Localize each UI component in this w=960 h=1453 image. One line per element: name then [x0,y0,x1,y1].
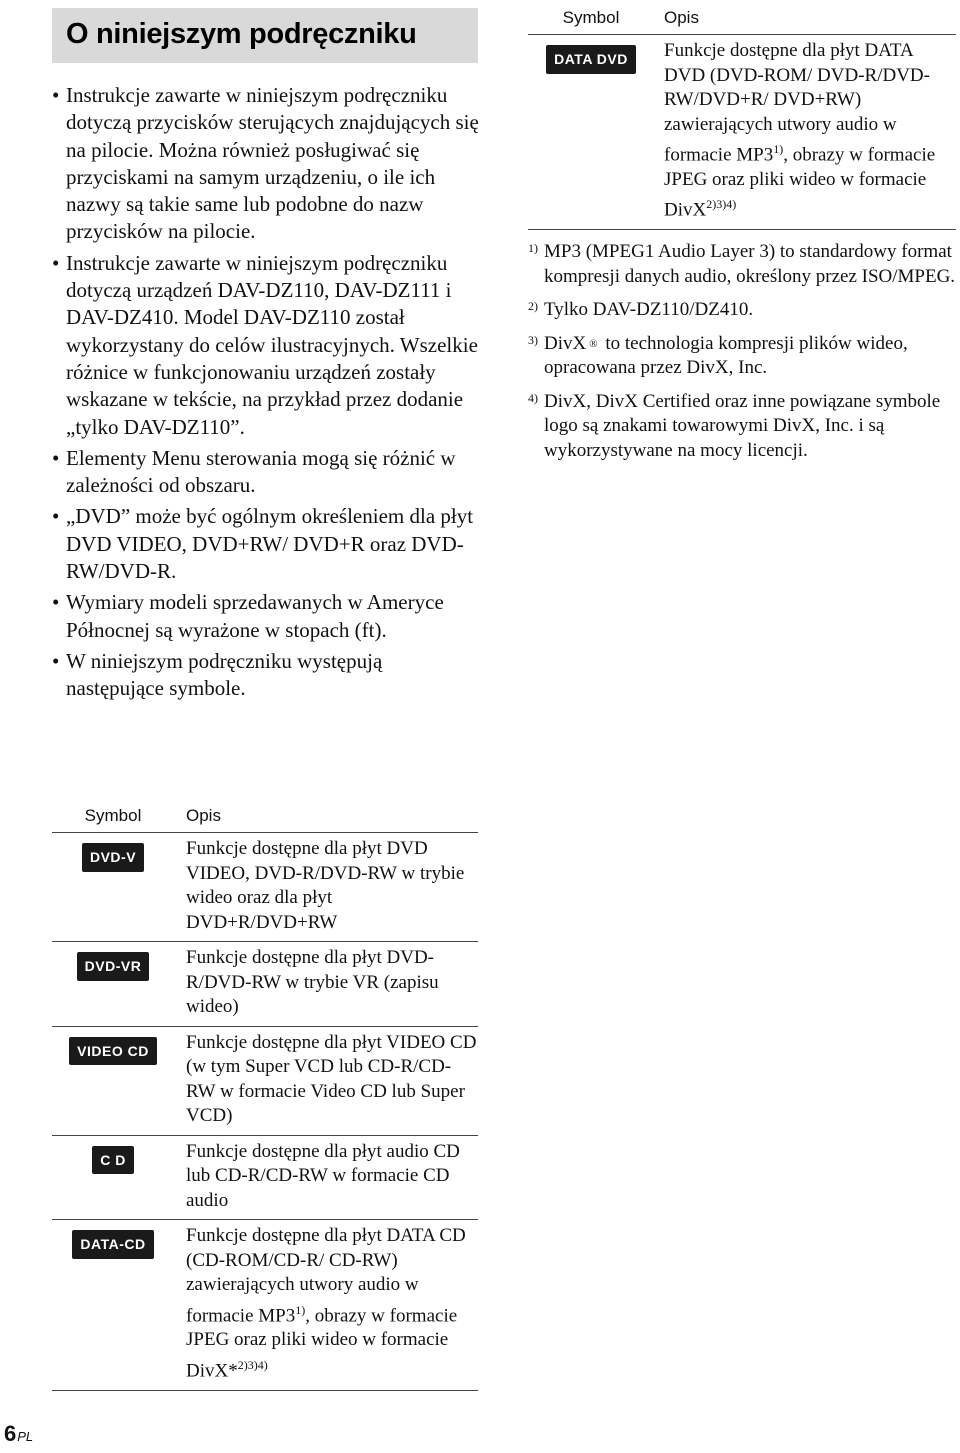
title-box [52,8,478,63]
symbol-description: Funkcje dostępne dla płyt audio CD lub CD-R/CD-RW w formacie CD audio [174,1135,478,1220]
data-cd-badge: DATA-CD [72,1230,153,1259]
symbol-table-bottom [52,802,478,1391]
bullet-item: • Instrukcje zawarte w niniejszym podręczniku dotyczą przycisków sterujących znajdujących się na pilocie. Można również posługiwać się przyciskami na samym urządzeniu, o ile ich nazwy są takie same lub podobne do nazw przycisków na pilocie. [52,82,482,246]
footnote-text: DivX, DivX Certified oraz inne powiązane symbole logo są znakami towarowymi DivX, Inc. i są wykorzystywane na mocy licencji. [544,390,941,461]
symbol-description [174,1220,478,1391]
footnote-text: Tylko DAV-DZ110/DZ410. [544,299,754,320]
symbol-table-right [528,4,956,230]
footnote-mark: 1) [528,241,538,255]
footnote-ref: 2)3)4) [706,197,737,212]
bullet-section [52,82,482,707]
footnote-text: DivX [544,332,587,354]
description-text: , obrazy w formacie JPEG oraz pliki wideo w formacie DivX [664,144,936,221]
cd-badge: C D [92,1146,134,1175]
page-title: O niniejszym podręczniku [66,18,417,50]
bullet-list [52,82,482,703]
symbol-header: Symbol [562,8,620,27]
symbol-description: Funkcje dostępne dla płyt VIDEO CD (w tym Super VCD lub CD-R/CD-RW w formacie Video CD lub Super VCD) [174,1026,478,1135]
bullet-item: • W niniejszym podręczniku występują następujące symbole. [52,648,482,703]
description-header: Opis [664,8,699,27]
footnote [528,332,956,381]
dvd-v-badge: DVD-V [82,843,144,872]
footnote-ref: 2)3)4) [237,1357,268,1372]
footnote-text: to technologia kompresji plików wideo, opracowana przez DivX, Inc. [544,332,908,378]
footnote-text: MP3 (MPEG1 Audio Layer 3) to standardowy format kompresji danych audio, określony przez ISO/MPEG. [544,241,956,287]
page-number [4,1421,33,1447]
bullet-item: • „DVD” może być ogólnym określeniem dla płyt DVD VIDEO, DVD+RW/ DVD+R oraz DVD-RW/DVD-R. [52,503,482,585]
bullet-item: • Instrukcje zawarte w niniejszym podręczniku dotyczą urządzeń DAV-DZ110, DAV-DZ111 i DAV-DZ410. Model DAV-DZ110 został wykorzystany do celów ilustracyjnych. Wszelkie różnice w funkcjonowaniu urządzeń zostały wskazane w tekście, na przykład przez dodanie „tylko DAV-DZ110”. [52,250,482,441]
footnote [528,240,956,289]
footnote [528,390,956,464]
video-cd-badge: VIDEO CD [69,1037,157,1066]
symbol-header: Symbol [84,806,142,825]
footnote-ref: 1) [295,1302,306,1317]
footnote-mark: 3) [528,332,538,347]
description-text: Funkcje dostępne dla płyt DATA CD (CD-ROM/CD-R/ CD-RW) zawierających utwory audio w formacie MP3 [186,1225,466,1326]
bullet-item: • Wymiary modeli sprzedawanych w Ameryce Północnej są wyrażone w stopach (ft). [52,589,482,644]
symbol-description [654,35,956,230]
symbol-description: Funkcje dostępne dla płyt DVD-R/DVD-RW w trybie VR (zapisu wideo) [174,942,478,1027]
page-number-value: 6 [4,1421,17,1446]
footnote-mark: 4) [528,390,538,405]
footnote [528,298,956,323]
footnotes [528,240,956,472]
page-language-suffix: PL [17,1429,34,1444]
dvd-vr-badge: DVD-VR [77,952,150,981]
symbol-description: Funkcje dostępne dla płyt DVD VIDEO, DVD-R/DVD-RW w trybie wideo oraz dla płyt DVD+R/DVD+RW [174,833,478,942]
description-text: Funkcje dostępne dla płyt DATA DVD (DVD-ROM/ DVD-R/DVD-RW/DVD+R/ DVD+RW) zawierających utwory audio w formacie MP3 [664,40,930,166]
description-text: , obrazy w formacie JPEG oraz pliki wideo w formacie DivX* [186,1304,458,1382]
registered-mark: ® [589,337,598,350]
bullet-item: • Elementy Menu sterowania mogą się różnić w zależności od obszaru. [52,445,482,500]
footnote-ref: 1) [773,142,784,156]
data-dvd-badge: DATA DVD [546,45,636,74]
description-header: Opis [186,806,221,825]
footnote-mark: 2) [528,299,538,313]
